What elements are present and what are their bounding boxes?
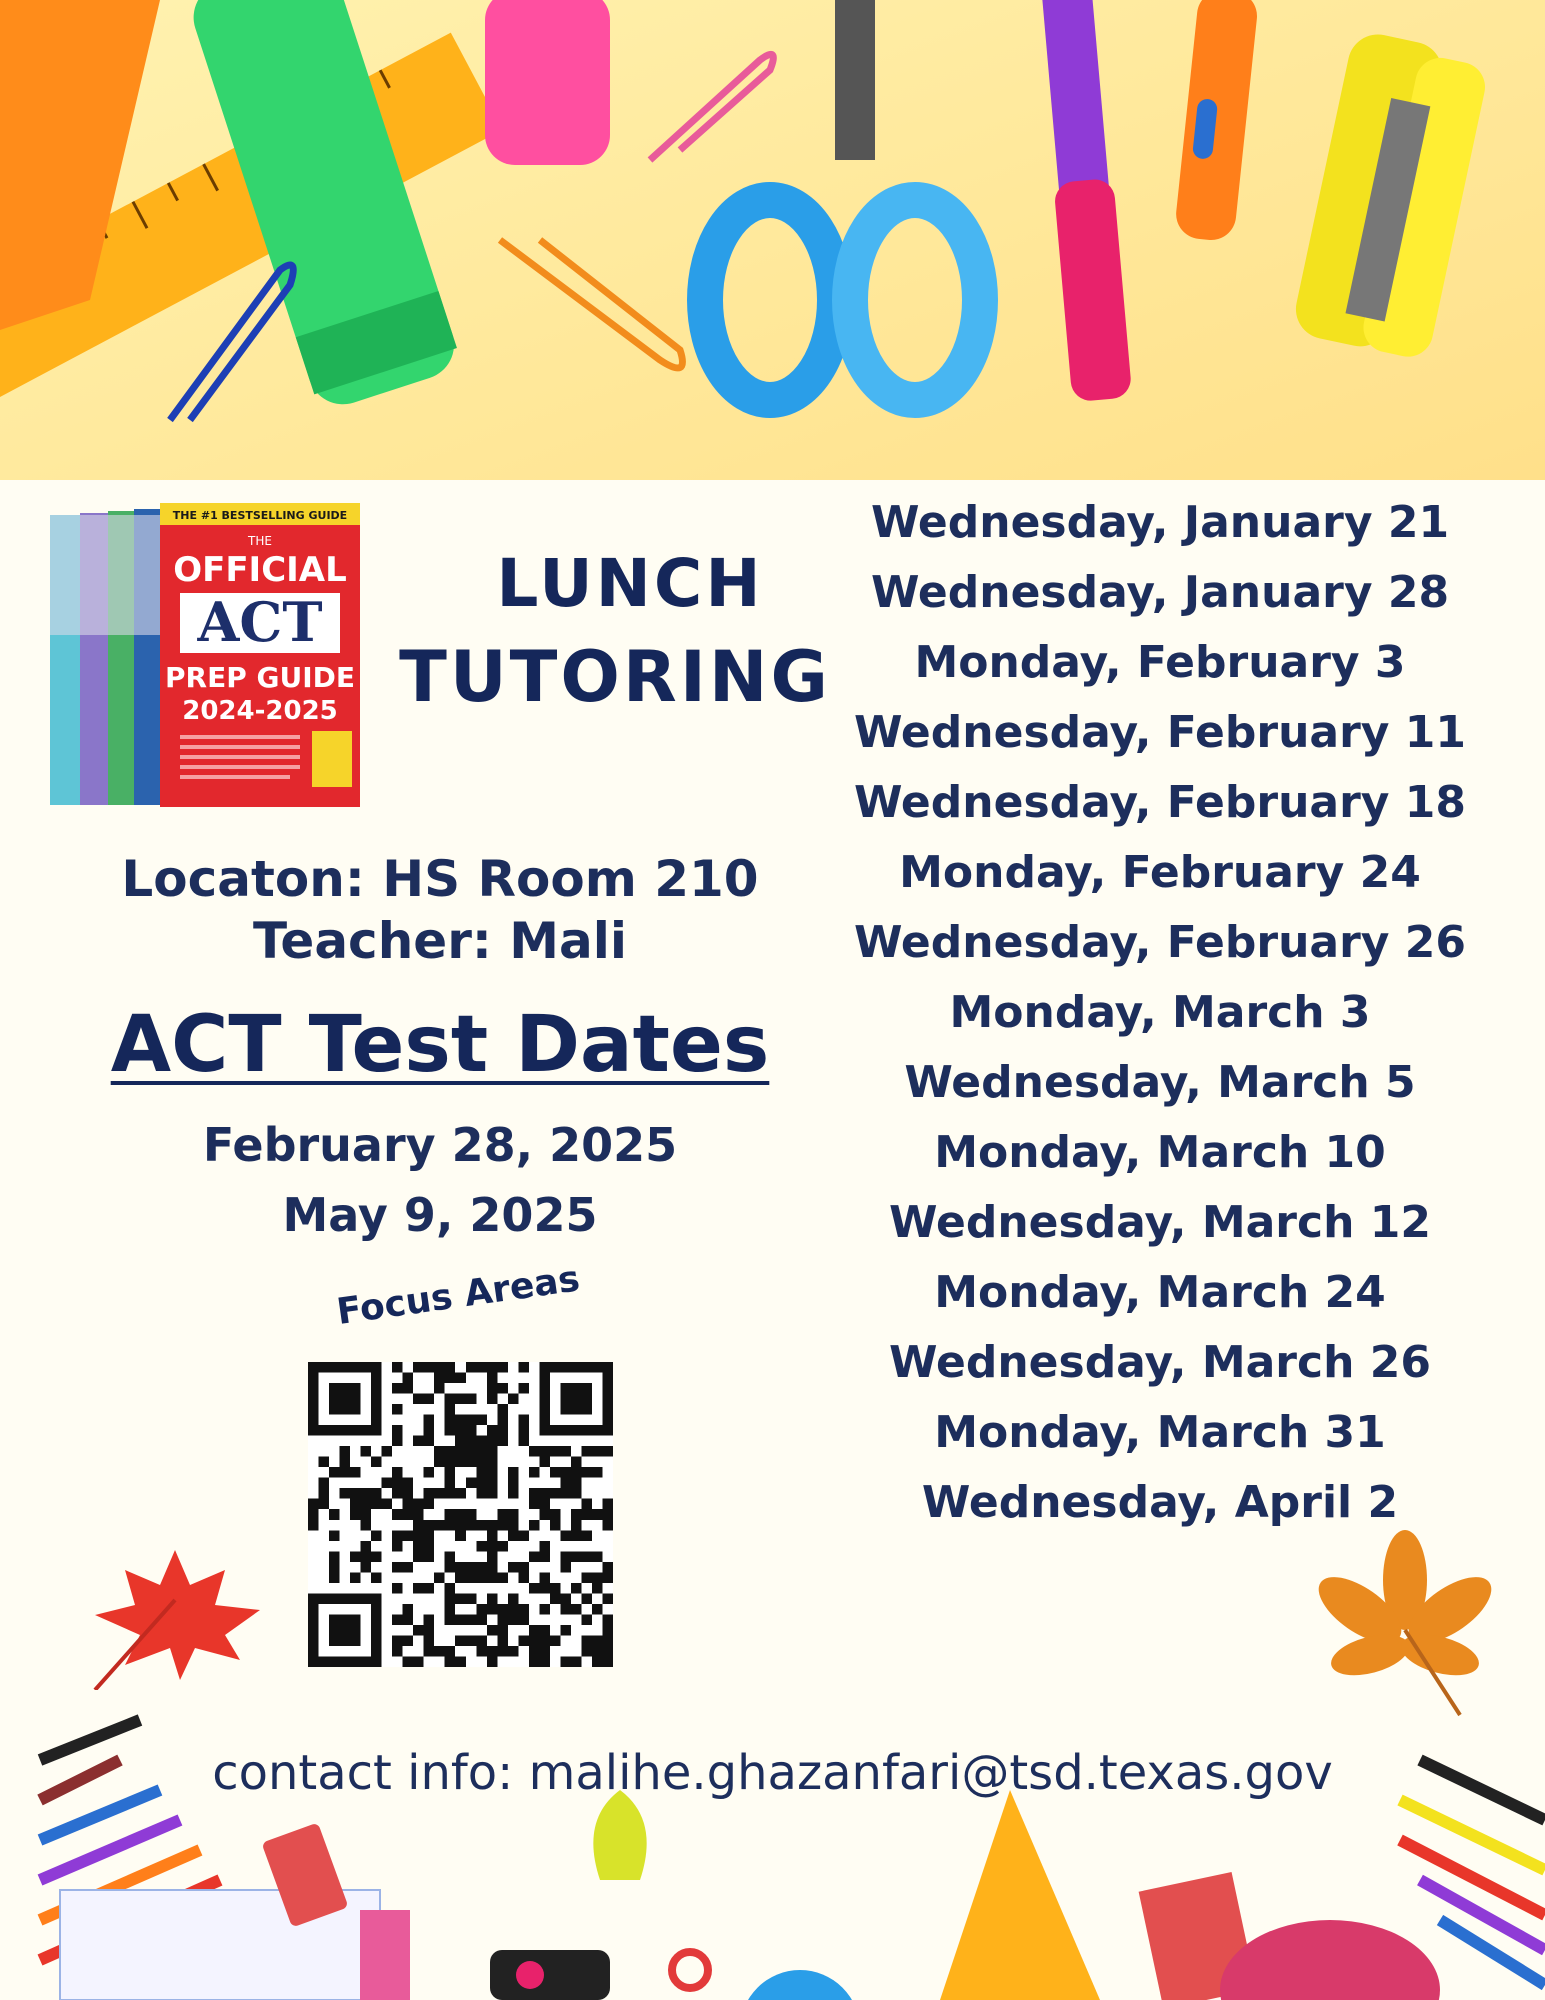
paperclip-icon: [500, 240, 683, 368]
qr-code-icon[interactable]: [308, 1362, 613, 1667]
schedule-date: Wednesday, March 5: [904, 1057, 1416, 1108]
book-official-text: OFFICIAL: [173, 550, 347, 590]
maple-leaf-icon: [75, 1530, 275, 1690]
paperclip-icon: [650, 54, 773, 160]
scissors-icon: [705, 0, 980, 400]
marker-cap-icon: [485, 0, 610, 165]
schedule-date: Monday, March 3: [949, 987, 1371, 1038]
headline-line-2: TUTORING: [399, 636, 831, 718]
schedule-date: Wednesday, March 12: [889, 1197, 1431, 1248]
ruler-icon: [360, 1910, 410, 2000]
location-text: Locaton: HS Room 210: [121, 850, 759, 908]
book-the-text: THE: [248, 534, 272, 548]
location-teacher-info: [40, 848, 840, 972]
triangle-ruler-icon: [940, 1790, 1100, 2000]
schedule-date: Wednesday, March 26: [889, 1337, 1431, 1388]
act-test-date: May 9, 2025: [282, 1188, 598, 1242]
teacher-text: Teacher: Mali: [252, 912, 628, 970]
schedule-date: Monday, February 24: [899, 847, 1421, 898]
tutoring-schedule-list: [840, 488, 1480, 1538]
lunch-tutoring-headline: [395, 545, 835, 755]
schedule-date: Wednesday, February 26: [853, 917, 1467, 968]
book-banner-text: THE #1 BESTSELLING GUIDE: [172, 509, 348, 522]
book-act-text: ACT: [197, 590, 323, 654]
act-prep-guide-book-image: [20, 495, 365, 815]
chestnut-leaf-icon: [1310, 1530, 1500, 1720]
stapler-icon: [1290, 29, 1491, 361]
book-years-text: 2024-2025: [182, 696, 338, 726]
marker-icon: [1037, 0, 1133, 402]
schedule-date: Wednesday, April 2: [921, 1477, 1399, 1528]
act-test-dates-title: ACT Test Dates: [110, 1000, 770, 1090]
schedule-date: Monday, March 31: [934, 1407, 1386, 1458]
headline-line-1: LUNCH: [496, 545, 764, 622]
schedule-date: Wednesday, January 28: [870, 567, 1450, 618]
sharpener-icon: [490, 1950, 610, 2000]
marker-icon: [1174, 0, 1260, 243]
schedule-date: Monday, March 24: [934, 1267, 1386, 1318]
act-test-date: February 28, 2025: [202, 1118, 678, 1172]
schedule-date: Monday, March 10: [934, 1127, 1386, 1178]
leaf-icon: [593, 1790, 646, 1880]
book-prep-guide-text: PREP GUIDE: [165, 661, 355, 694]
schedule-date: Wednesday, January 21: [870, 497, 1450, 548]
contact-info[interactable]: contact info: malihe.ghazanfari@tsd.texas.gov: [212, 1745, 1333, 1801]
schedule-date: Wednesday, February 11: [853, 707, 1467, 758]
schedule-date: Monday, February 3: [914, 637, 1406, 688]
act-test-dates-list: [40, 1110, 840, 1250]
schedule-date: Wednesday, February 18: [853, 777, 1467, 828]
focus-areas-label: Focus Areas: [334, 1258, 583, 1333]
hero-supplies-photo: [0, 0, 1545, 480]
